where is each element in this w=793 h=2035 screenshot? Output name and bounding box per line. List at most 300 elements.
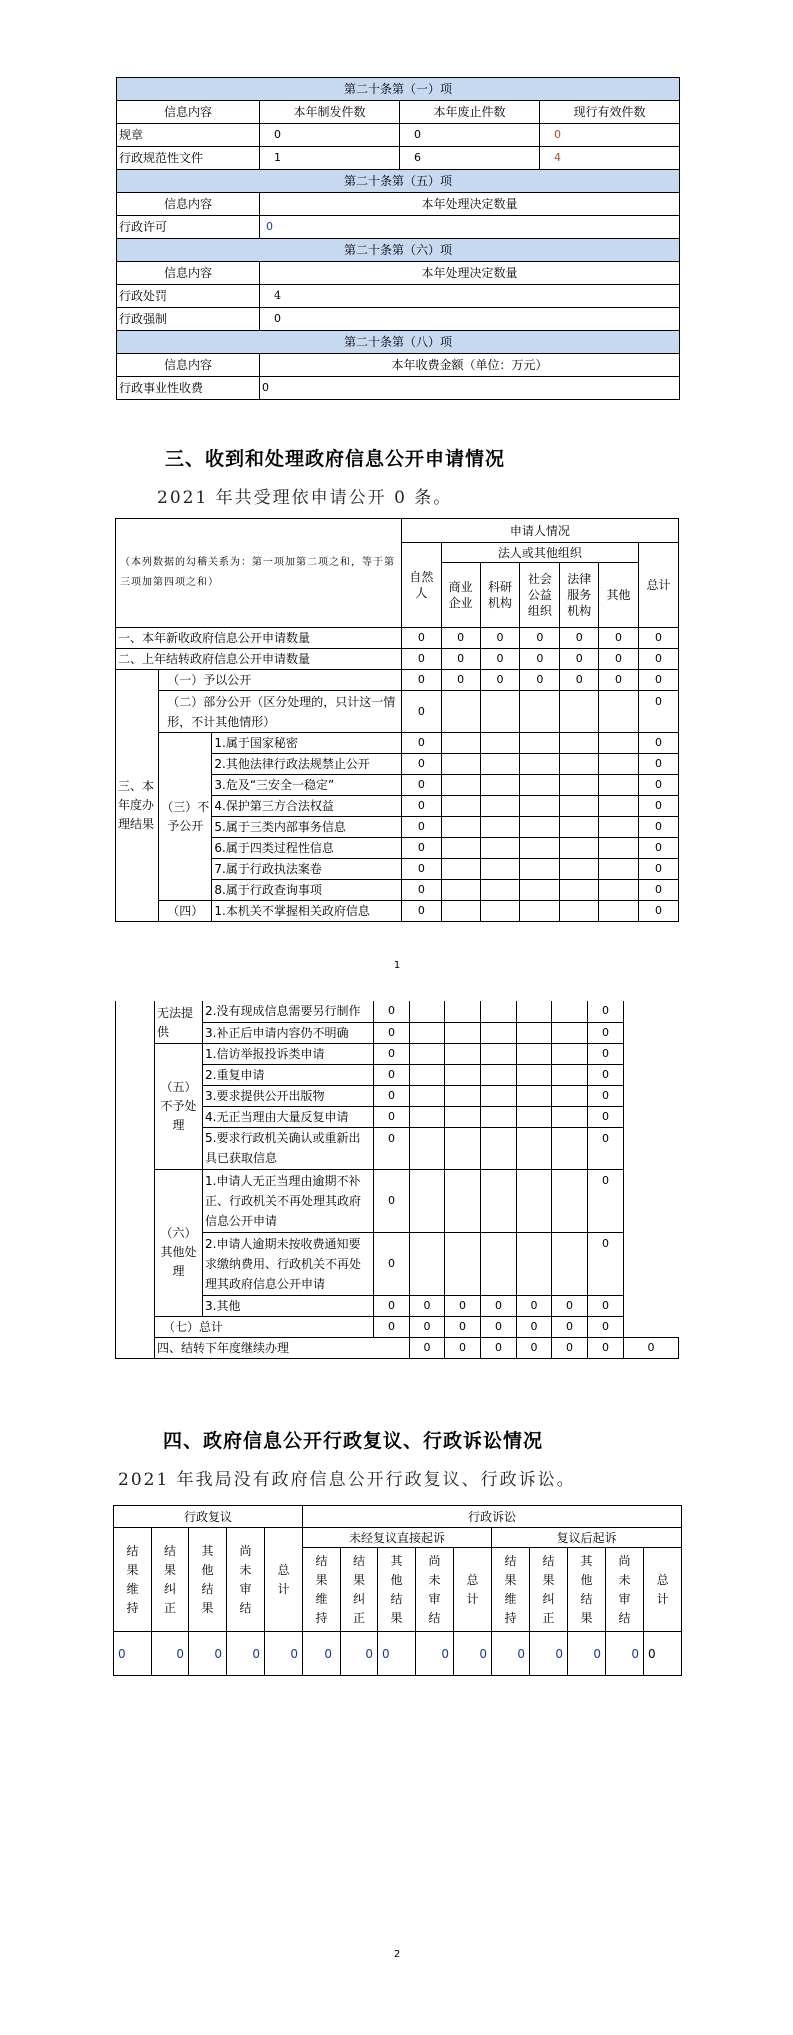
cell-value: 0 <box>552 1295 588 1316</box>
cell-value: 0 <box>520 649 560 670</box>
cell-value: 0 <box>588 1295 624 1316</box>
cell-value <box>560 691 599 733</box>
cell-value: 0 <box>517 1316 552 1337</box>
cell-value: 0 <box>401 754 441 775</box>
col-header: 尚 未 审 结 <box>416 1548 454 1632</box>
cell-value: 0 <box>599 628 639 649</box>
cell-value <box>410 1169 445 1232</box>
col-header: 总 计 <box>265 1528 303 1632</box>
cell-value <box>441 691 480 733</box>
cell-value: 0 <box>588 1043 624 1064</box>
group-label-results: 三、本年度办理结果 <box>116 670 159 922</box>
cell-value: 4 <box>540 147 680 170</box>
cell-value: 0 <box>481 1316 517 1337</box>
cell-value: 0 <box>588 1127 624 1169</box>
row-label: 4.保护第三方合法权益 <box>212 796 401 817</box>
cell-value: 0 <box>441 670 480 691</box>
cell-value <box>599 691 639 733</box>
cell-value <box>445 1085 481 1106</box>
col-header-other: 其他 <box>599 563 639 628</box>
cell-value: 0 <box>520 670 560 691</box>
col-header: 结 果 维 持 <box>114 1528 152 1632</box>
cell-value <box>481 1232 517 1295</box>
applicant-header: 申请人情况 <box>401 519 678 543</box>
cell-value: 0 <box>374 1232 410 1295</box>
cell-value <box>560 733 599 754</box>
cell-value <box>480 880 520 901</box>
row-label: 行政许可 <box>117 216 260 239</box>
cell-value: 0 <box>639 817 679 838</box>
cell-value <box>520 901 560 922</box>
cell-value <box>599 754 639 775</box>
cell-value: 0 <box>588 1337 624 1358</box>
row-label: 2.重复申请 <box>203 1064 374 1085</box>
cell-value: 0 <box>374 1064 410 1085</box>
cell-value: 0 <box>639 796 679 817</box>
cell-value <box>410 1127 445 1169</box>
cell-value: 0 <box>445 1295 481 1316</box>
table-row <box>116 1337 679 1358</box>
cell-value <box>560 880 599 901</box>
cell-value <box>410 1064 445 1085</box>
cell-value <box>599 817 639 838</box>
cell-value: 0 <box>520 628 560 649</box>
cell-value <box>560 817 599 838</box>
cell-value: 0 <box>639 733 679 754</box>
section-summary-4: 2021 年我局没有政府信息公开行政复议、行政诉讼。 <box>118 1470 576 1490</box>
cell-value <box>481 1043 517 1064</box>
section-heading-3: 三、收到和处理政府信息公开申请情况 <box>165 448 506 470</box>
col-header: 结 果 维 持 <box>492 1548 530 1632</box>
cell-value: 0 <box>560 649 599 670</box>
table-row <box>116 1169 679 1232</box>
row-label: 1.属于国家秘密 <box>212 733 401 754</box>
cell-value: 0 <box>639 754 679 775</box>
cell-value <box>481 1106 517 1127</box>
cell-value: 6 <box>400 147 540 170</box>
col-header: 尚 未 审 结 <box>227 1528 265 1632</box>
cell-value <box>552 1001 588 1022</box>
cell-value <box>481 1085 517 1106</box>
section-summary-3: 2021 年共受理依申请公开 0 条。 <box>157 488 453 508</box>
cell-value: 0 <box>260 308 680 331</box>
table-row <box>116 1316 679 1337</box>
col-header: 现行有效件数 <box>540 101 680 124</box>
cell-value <box>552 1127 588 1169</box>
section-header-item-8: 第二十条第（八）项 <box>117 331 680 354</box>
row-label: 3.其他 <box>203 1295 374 1316</box>
cell-value: 0 <box>517 1337 552 1358</box>
cell-value: 0 <box>639 880 679 901</box>
cell-value: 0 <box>401 670 441 691</box>
cell-value: 0 <box>401 838 441 859</box>
cell-value <box>441 775 480 796</box>
row-label: 1.申请人无正当理由逾期不补正、行政机关不再处理其政府信息公开申请 <box>203 1169 374 1232</box>
cell-value <box>441 817 480 838</box>
section-header-item-1: 第二十条第（一）项 <box>117 78 680 101</box>
cell-value: 0 <box>401 880 441 901</box>
row-label: 行政强制 <box>117 308 260 331</box>
table-row <box>116 691 679 733</box>
cell-value <box>480 691 520 733</box>
cell-value: 0 <box>260 377 680 400</box>
cell-value <box>552 1064 588 1085</box>
cell-value: 0 <box>588 1022 624 1043</box>
cell-value <box>517 1232 552 1295</box>
cell-value <box>517 1001 552 1022</box>
cell-value <box>599 796 639 817</box>
cell-value: 0 <box>560 628 599 649</box>
cell-value <box>410 1022 445 1043</box>
cell-value: 0 <box>445 1316 481 1337</box>
col-header-legal-service: 法律服务机构 <box>560 563 599 628</box>
cell-value <box>599 880 639 901</box>
col-header-business: 商业企业 <box>441 563 480 628</box>
cell-value <box>410 1106 445 1127</box>
cell-value <box>560 901 599 922</box>
cell-value: 0 <box>410 1295 445 1316</box>
cell-value: 0 <box>441 649 480 670</box>
group-label-not-processed: （五）不予处理 <box>155 1043 203 1169</box>
page-number: 1 <box>393 960 401 971</box>
cell-value <box>410 1232 445 1295</box>
cell-value <box>517 1043 552 1064</box>
cell-value: 0 <box>644 1632 682 1676</box>
cell-value: 0 <box>481 1295 517 1316</box>
cell-value <box>480 901 520 922</box>
cell-value: 0 <box>401 775 441 796</box>
section-header-item-6: 第二十条第（六）项 <box>117 239 680 262</box>
table-row <box>116 628 679 649</box>
cell-value: 0 <box>341 1632 378 1676</box>
cell-value <box>520 859 560 880</box>
col-header: 总 计 <box>644 1548 682 1632</box>
row-label: 5.要求行政机关确认或重新出具已获取信息 <box>203 1127 374 1169</box>
cell-value <box>560 859 599 880</box>
col-header-natural-person: 自然人 <box>401 543 441 628</box>
row-label: 四、结转下年度继续办理 <box>155 1337 410 1358</box>
cell-value <box>520 880 560 901</box>
cell-value: 0 <box>401 817 441 838</box>
cell-value <box>480 754 520 775</box>
cell-value <box>480 796 520 817</box>
cell-value: 0 <box>152 1632 189 1676</box>
cell-value: 0 <box>588 1064 624 1085</box>
cell-value <box>445 1043 481 1064</box>
col-header: 其 他 结 果 <box>568 1548 606 1632</box>
row-label: 2.没有现成信息需要另行制作 <box>203 1001 374 1022</box>
cell-value: 0 <box>374 1127 410 1169</box>
cell-value <box>552 1085 588 1106</box>
cell-value: 0 <box>588 1169 624 1232</box>
cell-value <box>410 1085 445 1106</box>
cell-value <box>481 1022 517 1043</box>
col-header: 本年处理决定数量 <box>260 262 680 285</box>
cell-value: 0 <box>552 1316 588 1337</box>
cell-value: 0 <box>480 649 520 670</box>
col-header-public-welfare: 社会公益组织 <box>520 563 560 628</box>
row-label: 一、本年新收政府信息公开申请数量 <box>116 628 402 649</box>
cell-value <box>481 1169 517 1232</box>
cell-value <box>599 775 639 796</box>
col-header: 结 果 纠 正 <box>152 1528 189 1632</box>
cell-value: 0 <box>441 628 480 649</box>
table-row <box>116 649 679 670</box>
cell-value: 0 <box>189 1632 227 1676</box>
cell-value: 0 <box>445 1337 481 1358</box>
row-label: 7.属于行政执法案卷 <box>212 859 401 880</box>
row-label: （二）部分公开（区分处理的，只计这一情形，不计其他情形） <box>159 691 402 733</box>
cell-value <box>517 1127 552 1169</box>
cell-value <box>441 796 480 817</box>
cell-value <box>520 733 560 754</box>
group-label-unable-top: （四） <box>159 901 212 922</box>
cell-value: 0 <box>588 1085 624 1106</box>
litigation-header: 行政诉讼 <box>303 1506 682 1528</box>
row-label: （七）总计 <box>155 1316 374 1337</box>
cell-value: 0 <box>560 670 599 691</box>
cell-value: 0 <box>639 838 679 859</box>
cell-value <box>445 1232 481 1295</box>
cell-value: 0 <box>540 124 680 147</box>
legal-entity-header: 法人或其他组织 <box>441 543 638 563</box>
row-label: 2.其他法律行政法规禁止公开 <box>212 754 401 775</box>
cell-value: 0 <box>639 628 679 649</box>
section-heading-4: 四、政府信息公开行政复议、行政诉讼情况 <box>163 1430 544 1452</box>
table-row <box>117 216 680 239</box>
col-header: 本年废止件数 <box>400 101 540 124</box>
row-label: 3.补正后申请内容仍不明确 <box>203 1022 374 1043</box>
cell-value <box>480 859 520 880</box>
cell-value <box>517 1169 552 1232</box>
cell-value <box>481 1127 517 1169</box>
row-label: 行政处罚 <box>117 285 260 308</box>
cell-value: 0 <box>401 859 441 880</box>
row-label: 规章 <box>117 124 260 147</box>
table-row <box>116 733 679 754</box>
col-header: 信息内容 <box>117 193 260 216</box>
row-label: 8.属于行政查询事项 <box>212 880 401 901</box>
cell-value: 0 <box>400 124 540 147</box>
cell-value: 0 <box>416 1632 454 1676</box>
col-header-total: 总计 <box>639 543 679 628</box>
cell-value <box>441 901 480 922</box>
cell-value: 0 <box>401 733 441 754</box>
cell-value <box>441 838 480 859</box>
col-header: 本年制发件数 <box>260 101 400 124</box>
cell-value: 0 <box>639 649 679 670</box>
col-header: 结 果 纠 正 <box>341 1548 378 1632</box>
regulation-stats-table <box>116 77 680 400</box>
review-header: 行政复议 <box>114 1506 303 1528</box>
cell-value <box>445 1127 481 1169</box>
cell-value: 0 <box>588 1001 624 1022</box>
cell-value: 0 <box>492 1632 530 1676</box>
cell-value: 0 <box>401 901 441 922</box>
section-header-item-5: 第二十条第（五）项 <box>117 170 680 193</box>
cell-value: 0 <box>374 1085 410 1106</box>
cell-value: 0 <box>374 1106 410 1127</box>
cell-value <box>560 838 599 859</box>
cell-value: 0 <box>552 1337 588 1358</box>
cell-value: 0 <box>530 1632 568 1676</box>
col-header: 其 他 结 果 <box>378 1548 416 1632</box>
cell-value: 0 <box>480 628 520 649</box>
cell-value: 0 <box>639 691 679 733</box>
row-label: 2.申请人逾期未按收费通知要求缴纳费用、行政机关不再处理其政府信息公开申请 <box>203 1232 374 1295</box>
cell-value: 0 <box>378 1632 416 1676</box>
cell-value <box>445 1022 481 1043</box>
table-row <box>116 901 679 922</box>
cell-value <box>517 1106 552 1127</box>
cell-value: 0 <box>401 649 441 670</box>
cell-value: 0 <box>568 1632 606 1676</box>
review-litigation-table <box>113 1505 682 1676</box>
cell-value: 0 <box>588 1106 624 1127</box>
cell-value <box>480 817 520 838</box>
col-header: 结 果 纠 正 <box>530 1548 568 1632</box>
cell-value: 0 <box>599 670 639 691</box>
cell-value: 1 <box>260 147 400 170</box>
cell-value <box>520 775 560 796</box>
cell-value: 0 <box>374 1022 410 1043</box>
cell-value <box>410 1043 445 1064</box>
cell-value <box>445 1064 481 1085</box>
cell-value: 0 <box>374 1043 410 1064</box>
cell-value: 0 <box>401 628 441 649</box>
cell-value <box>480 775 520 796</box>
col-header: 尚 未 审 结 <box>606 1548 644 1632</box>
group-label-unable-bottom: 无法提供 <box>155 1001 203 1043</box>
table-row <box>117 285 680 308</box>
cell-value: 0 <box>588 1232 624 1295</box>
row-label: 二、上年结转政府信息公开申请数量 <box>116 649 402 670</box>
cell-value: 0 <box>374 1001 410 1022</box>
cell-value <box>520 817 560 838</box>
application-stats-table <box>115 518 679 922</box>
cell-value <box>599 733 639 754</box>
cell-value <box>517 1085 552 1106</box>
col-header-research: 科研机构 <box>480 563 520 628</box>
cell-value <box>441 859 480 880</box>
cell-value <box>520 796 560 817</box>
cell-value <box>520 838 560 859</box>
group-label-other-handling: （六）其他处理 <box>155 1169 203 1316</box>
cell-value: 0 <box>401 796 441 817</box>
cell-value: 0 <box>260 216 680 239</box>
cell-value <box>517 1022 552 1043</box>
cell-value: 0 <box>639 901 679 922</box>
cell-value <box>552 1232 588 1295</box>
cell-value: 0 <box>374 1169 410 1232</box>
cell-value: 0 <box>260 124 400 147</box>
row-label: 3.危及“三安全一稳定” <box>212 775 401 796</box>
table-row <box>117 308 680 331</box>
col-header: 本年处理决定数量 <box>260 193 680 216</box>
row-label: 5.属于三类内部事务信息 <box>212 817 401 838</box>
cell-value: 0 <box>599 649 639 670</box>
row-label: 4.无正当理由大量反复申请 <box>203 1106 374 1127</box>
cell-value <box>445 1001 481 1022</box>
cell-value <box>552 1043 588 1064</box>
table-row <box>116 670 679 691</box>
cell-value: 0 <box>517 1295 552 1316</box>
cell-value <box>441 754 480 775</box>
cell-value <box>480 733 520 754</box>
cell-value <box>520 754 560 775</box>
cell-value: 0 <box>303 1632 341 1676</box>
col-header: 信息内容 <box>117 262 260 285</box>
cell-value <box>599 838 639 859</box>
col-header: 信息内容 <box>117 354 260 377</box>
col-header: 结 果 维 持 <box>303 1548 341 1632</box>
cell-value: 0 <box>401 691 441 733</box>
cell-value: 0 <box>374 1295 410 1316</box>
group-label-results-cont <box>116 1001 155 1358</box>
col-header: 其 他 结 果 <box>189 1528 227 1632</box>
cell-value <box>481 1001 517 1022</box>
cell-value <box>599 859 639 880</box>
note-cell: （本列数据的勾稽关系为：第一项加第二项之和，等于第三项加第四项之和） <box>116 519 402 628</box>
table-row <box>116 1043 679 1064</box>
cell-value <box>441 733 480 754</box>
cell-value: 4 <box>260 285 680 308</box>
cell-value <box>445 1106 481 1127</box>
cell-value <box>552 1106 588 1127</box>
cell-value: 0 <box>480 670 520 691</box>
row-label: 1.本机关不掌握相关政府信息 <box>212 901 401 922</box>
page-number: 2 <box>393 1949 401 1960</box>
after-review-header: 复议后起诉 <box>492 1528 682 1548</box>
cell-value: 0 <box>227 1632 265 1676</box>
row-label: 6.属于四类过程性信息 <box>212 838 401 859</box>
cell-value: 0 <box>454 1632 492 1676</box>
cell-value: 0 <box>639 775 679 796</box>
cell-value <box>480 838 520 859</box>
col-header: 本年收费金额（单位：万元） <box>260 354 680 377</box>
cell-value <box>552 1169 588 1232</box>
cell-value: 0 <box>114 1632 152 1676</box>
direct-litigation-header: 未经复议直接起诉 <box>303 1528 492 1548</box>
cell-value: 0 <box>588 1316 624 1337</box>
cell-value: 0 <box>639 859 679 880</box>
cell-value <box>552 1022 588 1043</box>
application-stats-table-continued <box>115 1001 679 1359</box>
cell-value <box>560 775 599 796</box>
cell-value: 0 <box>639 670 679 691</box>
cell-value: 0 <box>410 1316 445 1337</box>
cell-value: 0 <box>410 1337 445 1358</box>
row-label: （一）予以公开 <box>159 670 402 691</box>
cell-value: 0 <box>624 1337 679 1358</box>
cell-value <box>410 1001 445 1022</box>
row-label: 1.信访举报投诉类申请 <box>203 1043 374 1064</box>
table-row <box>117 377 680 400</box>
col-header: 总 计 <box>454 1548 492 1632</box>
cell-value: 0 <box>374 1316 410 1337</box>
row-label: 行政规范性文件 <box>117 147 260 170</box>
cell-value <box>560 754 599 775</box>
cell-value: 0 <box>481 1337 517 1358</box>
table-row <box>117 124 680 147</box>
col-header: 信息内容 <box>117 101 260 124</box>
table-row <box>114 1632 682 1676</box>
cell-value <box>560 796 599 817</box>
row-label: 3.要求提供公开出版物 <box>203 1085 374 1106</box>
cell-value: 0 <box>606 1632 644 1676</box>
cell-value <box>445 1169 481 1232</box>
cell-value <box>599 901 639 922</box>
